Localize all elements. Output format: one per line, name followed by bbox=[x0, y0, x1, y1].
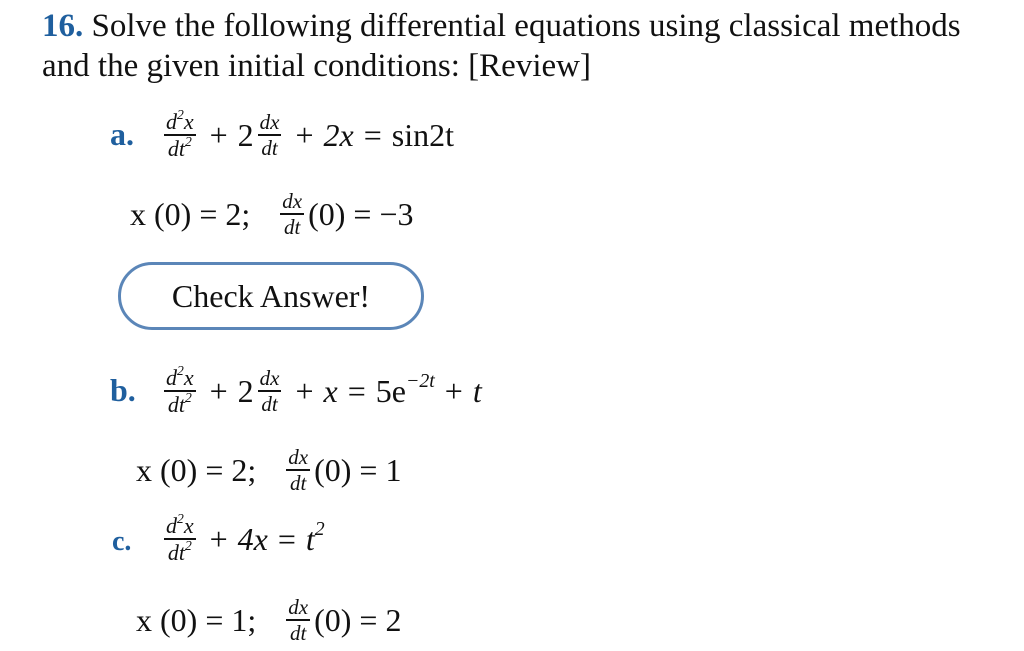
part-b-x0: x (0) = 2; bbox=[136, 451, 257, 488]
part-c-label: c. bbox=[112, 526, 132, 557]
dx-dt-fraction: $\frac{dx}{dt}$ bbox=[282, 189, 303, 239]
check-answer-button[interactable]: Check Answer! bbox=[118, 262, 424, 330]
problem-number: 16. bbox=[42, 8, 84, 44]
d2x-dt2-fraction: $\frac{d^2x}{dt^2}$ bbox=[166, 510, 194, 565]
part-c-initial-conditions bbox=[136, 596, 401, 644]
problem-text: Solve the following differential equations using classical methods and the given initial conditions: [Review] bbox=[42, 8, 961, 84]
part-a-label: a. bbox=[110, 116, 134, 152]
part-b-dx0: (0) = 1 bbox=[314, 451, 402, 488]
part-a-initial-conditions bbox=[130, 190, 413, 238]
dx-dt-fraction: $\frac{dx}{dt}$ bbox=[259, 110, 280, 160]
dx-dt-fraction: $\frac{dx}{dt}$ bbox=[259, 366, 280, 416]
part-b-label: b. bbox=[110, 372, 136, 408]
part-c-equation: $\frac{d^2x}{dt^2}$ + 4x = $t^2$ bbox=[166, 510, 325, 565]
part-a-x0: x (0) = 2; bbox=[130, 195, 251, 232]
part-b-initial-conditions bbox=[136, 446, 401, 494]
dx-dt-fraction: $\frac{dx}{dt}$ bbox=[288, 445, 309, 495]
dx-dt-fraction: $\frac{dx}{dt}$ bbox=[288, 595, 309, 645]
d2x-dt2-fraction: $\frac{d^2x}{dt^2}$ bbox=[166, 362, 194, 417]
part-a-equation: $\frac{d^2x}{dt^2}$ + 2 $\frac{dx}{dt}$ + 2x = sin2t bbox=[166, 106, 454, 161]
part-b-equation: $\frac{d^2x}{dt^2}$ + 2 $\frac{dx}{dt}$ + x = $5e^{-2t}$ + t bbox=[166, 362, 482, 417]
part-c-x0: x (0) = 1; bbox=[136, 601, 257, 638]
part-a-rhs: sin2t bbox=[391, 116, 454, 153]
problem-title bbox=[42, 6, 1002, 86]
part-a-dx0: (0) = −3 bbox=[308, 195, 414, 232]
part-b-rhs: $5e^{-2t}$ bbox=[375, 369, 435, 409]
part-c-rhs: $t^2$ bbox=[305, 517, 325, 557]
d2x-dt2-fraction: $\frac{d^2x}{dt^2}$ bbox=[166, 106, 194, 161]
part-c-dx0: (0) = 2 bbox=[314, 601, 402, 638]
